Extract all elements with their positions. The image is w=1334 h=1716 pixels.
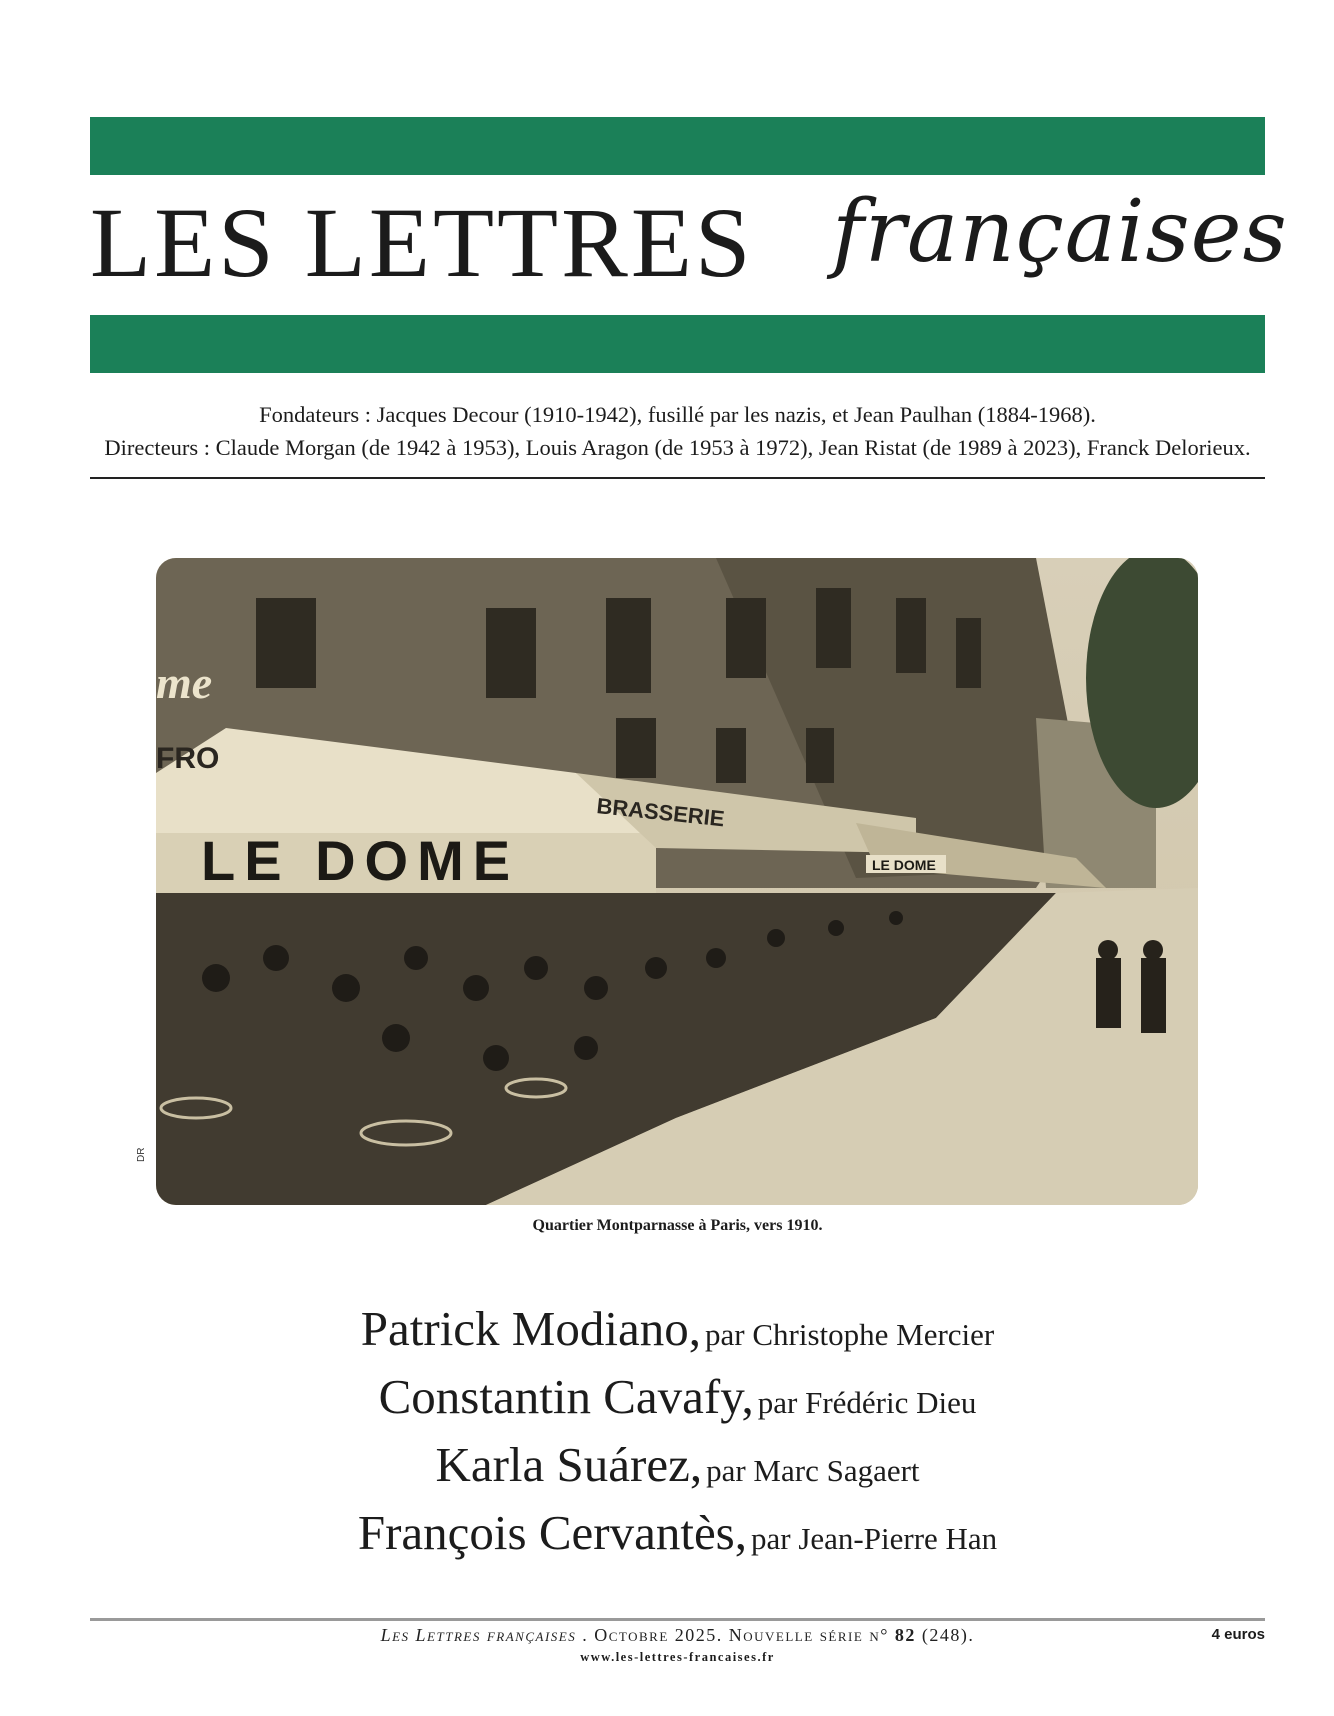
contents-author: Karla Suárez, <box>435 1437 703 1492</box>
contents-author: François Cervantès, <box>357 1505 748 1560</box>
footer-issue-number: 82 <box>894 1625 916 1645</box>
footer-sep: . <box>576 1625 595 1645</box>
contents-list <box>90 1300 1265 1572</box>
cover-photo <box>156 558 1198 1205</box>
photo-caption: Quartier Montparnasse à Paris, vers 1910. <box>532 1217 823 1234</box>
price: 4 euros <box>1211 1626 1265 1643</box>
footer-date: Octobre 2025. Nouvelle série <box>594 1625 864 1645</box>
footer-total: (248). <box>915 1625 975 1645</box>
website-link[interactable]: www.les-lettres-francaises.fr <box>580 1650 775 1664</box>
masthead-band-bottom <box>90 315 1265 373</box>
sign-brasserie: BRASSERIE <box>595 793 726 832</box>
divider <box>90 477 1265 479</box>
footer-divider <box>90 1618 1265 1621</box>
contents-author: Patrick Modiano, <box>360 1301 701 1356</box>
contents-item <box>90 1368 1265 1436</box>
awning-sign <box>201 829 519 892</box>
sign-le-dome: LE DOME <box>201 829 520 892</box>
sign-me: me <box>156 657 213 708</box>
footer-number-prefix: n° <box>863 1625 895 1645</box>
footer-journal: Les Lettres françaises <box>380 1625 577 1645</box>
contents-item <box>90 1436 1265 1504</box>
credits <box>90 398 1265 464</box>
contents-byline: par Jean-Pierre Han <box>751 1521 998 1556</box>
contents-author: Constantin Cavafy, <box>378 1369 754 1424</box>
directors-line: Directeurs : Claude Morgan (de 1942 à 1953), Louis Aragon (de 1953 à 1972), Jean Ristat (de 1989 à 2023), Franck Delorieux. <box>104 435 1251 460</box>
contents-byline: par Christophe Mercier <box>705 1317 995 1352</box>
contents-item <box>90 1300 1265 1368</box>
sign-fro: FRO <box>156 742 220 775</box>
contents-byline: par Marc Sagaert <box>706 1453 920 1488</box>
masthead-title-italic: françaises <box>832 182 1288 282</box>
founders-line: Fondateurs : Jacques Decour (1910-1942), fusillé par les nazis, et Jean Paulhan (1884-1968). <box>259 402 1096 427</box>
footer-issue-line <box>90 1625 1265 1646</box>
contents-item <box>90 1504 1265 1572</box>
masthead <box>90 175 1288 315</box>
contents-byline: par Frédéric Dieu <box>757 1385 977 1420</box>
sign-le-dome-small: LE DOME <box>872 857 936 873</box>
cafe-photo-illustration <box>156 558 1198 1205</box>
masthead-band-top <box>90 117 1265 175</box>
masthead-title-caps: LES LETTRES <box>90 187 754 298</box>
photo-credit: DR <box>136 1147 147 1162</box>
